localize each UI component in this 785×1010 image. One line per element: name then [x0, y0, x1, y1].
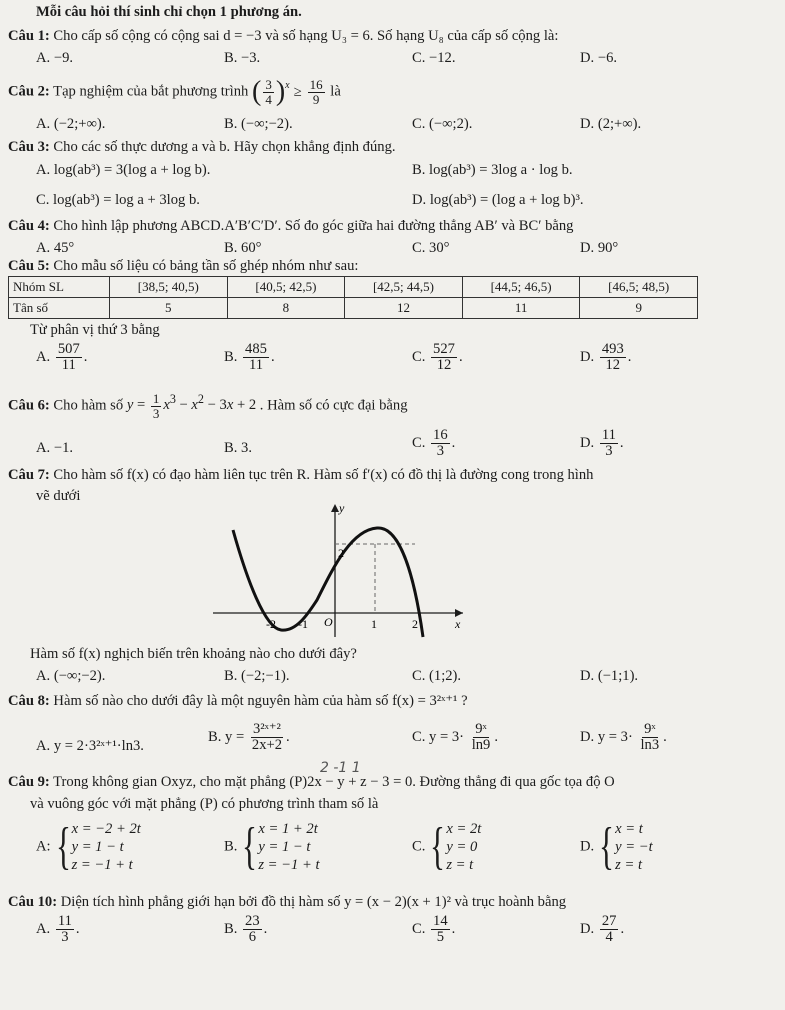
- question-stem: Diện tích hình phẳng giới hạn bởi đồ thị hàm số y = (x − 2)(x + 1)² và trục hoành bằng: [60, 894, 567, 910]
- q7-option-c[interactable]: C. (1;2).: [412, 668, 462, 684]
- y-axis-arrow: [331, 504, 339, 512]
- x-axis-label: x: [455, 617, 461, 631]
- question-stem: Cho hình lập phương ABCD.A′B′C′D′. Số đo góc giữa hai đường thẳng AB′ và BC′ bằng: [53, 218, 574, 234]
- y-axis-label: y: [339, 501, 345, 515]
- q4-option-b[interactable]: B. 60°: [224, 240, 262, 256]
- table-cell: 12: [345, 298, 463, 319]
- table-cell: [40,5; 42,5): [227, 277, 345, 298]
- tick-label: -1: [298, 617, 308, 631]
- table-row: [9, 277, 698, 298]
- q9-option-a[interactable]: A:{ x = −2 + 2t y = 1 − t z = −1 + t: [36, 818, 141, 875]
- q3-option-c[interactable]: C. log(ab³) = log a + 3log b.: [36, 192, 200, 208]
- question-8: [8, 692, 468, 710]
- question-4: [8, 218, 573, 235]
- table-cell: 9: [580, 298, 698, 319]
- question-stem: Tạp nghiệm của bắt phương trình: [53, 83, 249, 100]
- q6-option-b[interactable]: B. 3.: [224, 440, 252, 456]
- q8-option-b[interactable]: B. y = $\frac{\text{3²ˣ⁺²}}{2x+2}$ .: [208, 721, 290, 754]
- question-label: Câu 4:: [8, 218, 50, 234]
- q1-option-c[interactable]: C. −12.: [412, 50, 456, 66]
- table-cell: 8: [227, 298, 345, 319]
- inequality-formula: ( $\frac{3}{4}$ ) $^x$ ≥ $\frac{16}{9}$: [251, 76, 323, 108]
- question-stem-cont: và vuông góc với mặt phẳng (P) có phương trình tham số là: [30, 796, 379, 812]
- question-label: Câu 5:: [8, 258, 50, 274]
- q6-option-c[interactable]: C. $\frac{16}{3}$ .: [412, 427, 456, 460]
- x-axis-arrow: [455, 609, 463, 617]
- q7-option-a[interactable]: A. (−∞;−2).: [36, 668, 106, 684]
- table-cell: [44,5; 46,5): [462, 277, 580, 298]
- q6-option-d[interactable]: D. $\frac{11}{3}$ .: [580, 427, 624, 460]
- tick-label: 2: [338, 546, 344, 560]
- question-stem: Hàm số nào cho dưới đây là một nguyên hàm của hàm số f(x) = 3²ˣ⁺¹ ?: [53, 693, 468, 709]
- question-label: Câu 2:: [8, 83, 50, 100]
- q2-option-b[interactable]: B. (−∞;−2).: [224, 116, 293, 132]
- q5-option-d[interactable]: D. $\frac{493}{12}$ .: [580, 341, 632, 374]
- q5-option-a[interactable]: A. $\frac{507}{11}$ .: [36, 341, 88, 374]
- table-cell: Tân số: [9, 298, 110, 319]
- table-cell: [38,5; 40,5): [110, 277, 228, 298]
- q5-option-b[interactable]: B. $\frac{485}{11}$ .: [224, 341, 275, 374]
- question-2: Câu 2: Tạp nghiệm của bắt phương trình ( $\frac{3}{4}$ ) $^x$ ≥ $\frac{16}{9}$ là: [8, 76, 341, 108]
- question-6: Câu 6: Cho hàm số y = $\frac{1}{3}$ $x^3 - x^2 - 3x + 2$ . Hàm số có cực đại bằng: [8, 391, 408, 421]
- q5-followup: Từ phân vị thứ 3 bằng: [30, 322, 160, 338]
- q8-option-a[interactable]: A. y = 2·3²ˣ⁺¹·ln3.: [36, 738, 144, 754]
- question-label: Câu 9:: [8, 774, 50, 790]
- q5-option-c[interactable]: C. $\frac{527}{12}$ .: [412, 341, 463, 374]
- section-header: Mỗi câu hỏi thí sinh chỉ chọn 1 phương án.: [36, 4, 302, 20]
- question-9: [8, 774, 615, 791]
- frequency-table: [8, 276, 698, 319]
- origin-label: O: [324, 615, 333, 629]
- question-label: Câu 3:: [8, 139, 50, 155]
- q9-option-b[interactable]: B.{ x = 1 + 2t y = 1 − t z = −1 + t: [224, 818, 320, 875]
- table-cell: [46,5; 48,5): [580, 277, 698, 298]
- q9-option-c[interactable]: C.{ x = 2t y = 0 z = t: [412, 818, 482, 875]
- q7-option-b[interactable]: B. (−2;−1).: [224, 668, 290, 684]
- question-1: [8, 28, 558, 45]
- q8-option-c[interactable]: C. y = 3· $\frac{\text{9ˣ}}{\ln 9}$ .: [412, 721, 498, 754]
- question-3: [8, 139, 396, 156]
- question-stem-cont: vẽ dưới: [36, 488, 81, 504]
- q4-option-a[interactable]: A. 45°: [36, 240, 75, 256]
- question-stem: Trong không gian Oxyz, cho mặt phẳng (P)2x − y + z − 3 = 0. Đường thẳng đi qua gốc tọa độ O: [53, 774, 615, 790]
- question-label: Câu 10:: [8, 894, 58, 910]
- function-formula: y = $\frac{1}{3}$ $x^3 - x^2 - 3x + 2$: [126, 391, 257, 421]
- question-stem: Cho cấp số cộng có cộng sai d = −3 và số hạng U₃ = 6. Số hạng U₈ của cấp số cộng là:: [53, 28, 559, 44]
- tick-label: 1: [371, 617, 377, 631]
- q3-option-a[interactable]: A. log(ab³) = 3(log a + log b).: [36, 162, 211, 178]
- q10-option-c[interactable]: C. $\frac{14}{5}$ .: [412, 913, 456, 946]
- q1-option-a[interactable]: A. −9.: [36, 50, 74, 66]
- tick-label: -2: [266, 617, 276, 631]
- question-stem: Cho các số thực dương a và b. Hãy chọn khẳng định đúng.: [53, 139, 396, 155]
- q4-option-c[interactable]: C. 30°: [412, 240, 450, 256]
- table-row: [9, 298, 698, 319]
- question-10: [8, 894, 566, 911]
- q6-option-a[interactable]: A. −1.: [36, 440, 74, 456]
- tick-label: 2: [412, 617, 418, 631]
- question-stem: Cho mẫu số liệu có bảng tần số ghép nhóm như sau:: [53, 258, 359, 274]
- q4-option-d[interactable]: D. 90°: [580, 240, 619, 256]
- question-stem: Cho hàm số f(x) có đạo hàm liên tục trên R. Hàm số f′(x) có đồ thị là đường cong trong hình: [53, 467, 594, 483]
- q3-option-d[interactable]: D. log(ab³) = (log a + log b)³.: [412, 192, 584, 208]
- table-cell: 11: [462, 298, 580, 319]
- question-label: Câu 6:: [8, 397, 50, 414]
- table-cell: Nhóm SL: [9, 277, 110, 298]
- q10-option-b[interactable]: B. $\frac{23}{6}$ .: [224, 913, 268, 946]
- q3-option-b[interactable]: B. log(ab³) = 3log a · log b.: [412, 162, 573, 178]
- q7-option-d[interactable]: D. (−1;1).: [580, 668, 639, 684]
- q2-option-d[interactable]: D. (2;+∞).: [580, 116, 642, 132]
- question-label: Câu 7:: [8, 467, 50, 483]
- q8-option-d[interactable]: D. y = 3· $\frac{\text{9ˣ}}{\ln 3}$ .: [580, 721, 667, 754]
- q9-option-d[interactable]: D.{ x = t y = −t z = t: [580, 818, 653, 875]
- question-7: [8, 467, 593, 484]
- derivative-graph: [205, 500, 470, 640]
- table-cell: 5: [110, 298, 228, 319]
- q2-option-c[interactable]: C. (−∞;2).: [412, 116, 473, 132]
- handwritten-note: 2 -1 1: [320, 760, 361, 776]
- table-cell: [42,5; 44,5): [345, 277, 463, 298]
- question-label: Câu 1:: [8, 28, 50, 44]
- q2-option-a[interactable]: A. (−2;+∞).: [36, 116, 106, 132]
- q1-option-b[interactable]: B. −3.: [224, 50, 261, 66]
- q10-option-a[interactable]: A. $\frac{11}{3}$ .: [36, 913, 80, 946]
- q10-option-d[interactable]: D. $\frac{27}{4}$ .: [580, 913, 625, 946]
- q7-followup: Hàm số f(x) nghịch biến trên khoảng nào cho dưới đây?: [30, 646, 357, 662]
- question-label: Câu 8:: [8, 693, 50, 709]
- q1-option-d[interactable]: D. −6.: [580, 50, 618, 66]
- question-5: [8, 258, 358, 275]
